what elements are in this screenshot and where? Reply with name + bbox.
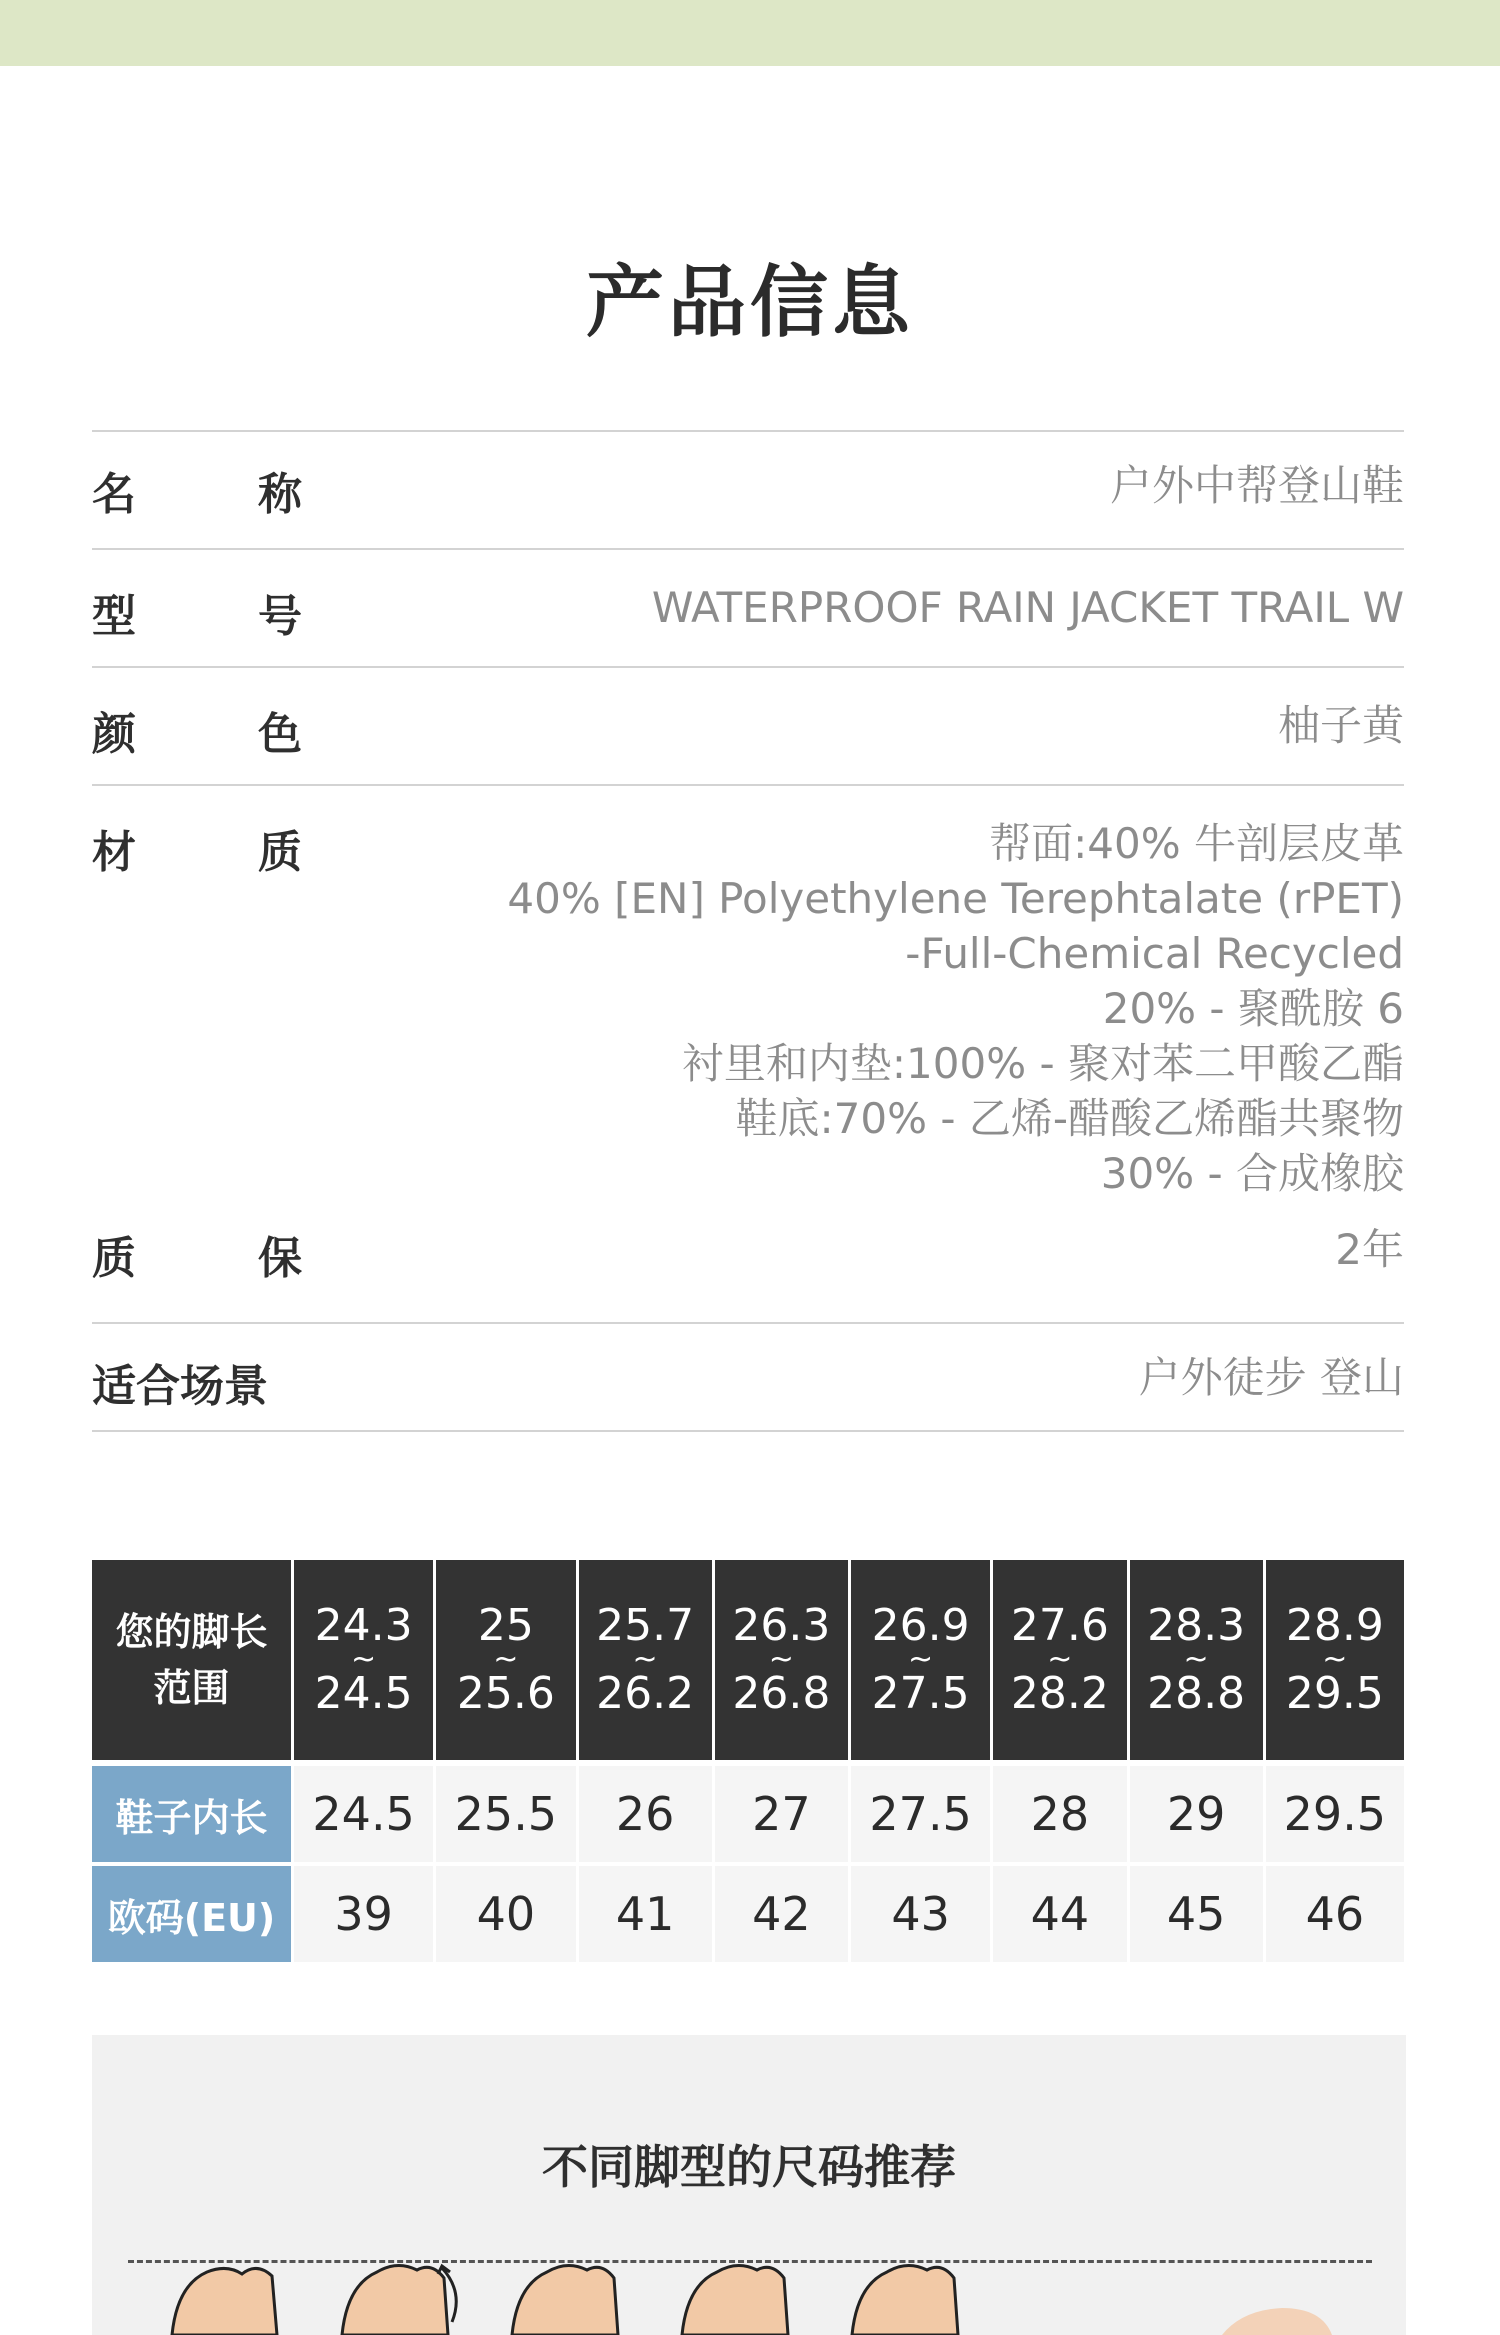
info-label-char: 质 xyxy=(258,827,302,878)
foot-shape-icon xyxy=(852,2265,958,2335)
info-label-char: 称 xyxy=(258,469,302,520)
info-value-line: 柚子黄 xyxy=(1277,701,1404,750)
foot-length-header xyxy=(92,1560,294,1760)
eu-size-cell: 40 xyxy=(436,1862,578,1962)
info-label-warranty xyxy=(92,1222,302,1286)
eu-size-cell: 39 xyxy=(294,1862,436,1962)
info-label-char: 色 xyxy=(258,709,302,760)
info-value-color xyxy=(1278,698,1404,753)
range-max: 27.5 xyxy=(871,1668,970,1719)
range-max: 24.5 xyxy=(314,1668,413,1719)
eu-size-row xyxy=(92,1862,1404,1962)
material-line: 衬里和内垫:100% - 聚对苯二甲酸乙酯 xyxy=(681,1039,1404,1088)
foot-range-cell xyxy=(1266,1560,1404,1760)
range-min: 26.9 xyxy=(871,1600,970,1651)
info-value-line: WATERPROOF RAIN JACKET TRAIL W xyxy=(651,583,1404,632)
material-line: 鞋底:70% - 乙烯-醋酸乙烯酯共聚物 xyxy=(735,1094,1404,1143)
eu-size-cell: 42 xyxy=(715,1862,851,1962)
eu-size-cell: 44 xyxy=(993,1862,1129,1962)
eu-size-cell: 46 xyxy=(1266,1862,1404,1962)
range-max: 28.2 xyxy=(1010,1668,1109,1719)
info-row-scenario xyxy=(92,1322,1404,1432)
info-value-line: 户外中帮登山鞋 xyxy=(1109,461,1404,510)
top-band xyxy=(0,0,1500,66)
foot-illustration xyxy=(92,2250,1406,2335)
info-label-char: 颜 xyxy=(92,709,136,760)
info-label-char: 材 xyxy=(92,827,136,878)
foot-length-row xyxy=(92,1560,1404,1760)
foot-range-cell xyxy=(436,1560,578,1760)
shoe-inner-cell: 25.5 xyxy=(436,1760,578,1862)
range-tilde: ~ xyxy=(632,1642,658,1677)
eu-size-cell: 45 xyxy=(1130,1862,1266,1962)
foot-range-cell xyxy=(294,1560,436,1760)
foot-range-cell xyxy=(1130,1560,1266,1760)
info-label-material xyxy=(92,816,302,880)
recommendation-title: 不同脚型的尺码推荐 xyxy=(542,2140,956,2194)
shoe-inner-cell: 27 xyxy=(715,1760,851,1862)
range-min: 28.9 xyxy=(1285,1600,1384,1651)
info-label-char: 保 xyxy=(258,1233,302,1284)
foot-range-cell xyxy=(851,1560,993,1760)
info-row-warranty xyxy=(92,1222,1404,1322)
shoe-inner-cell: 26 xyxy=(579,1760,715,1862)
foot-shape-icon xyxy=(342,2265,448,2335)
eu-size-cell: 43 xyxy=(851,1862,993,1962)
foot-range-cell xyxy=(579,1560,715,1760)
eu-size-header: 欧码(EU) xyxy=(92,1862,294,1962)
foot-length-header-line: 范围 xyxy=(153,1666,230,1710)
range-tilde: ~ xyxy=(768,1642,794,1677)
shoe-inner-cell: 29 xyxy=(1130,1760,1266,1862)
range-max: 28.8 xyxy=(1147,1668,1246,1719)
info-value-line: 户外徒步 登山 xyxy=(1138,1353,1404,1402)
material-line: 30% - 合成橡胶 xyxy=(1100,1149,1404,1198)
foot-range-cell xyxy=(993,1560,1129,1760)
info-value-model xyxy=(652,580,1404,635)
foot-length-header-line: 您的脚长 xyxy=(115,1610,268,1654)
info-value-warranty xyxy=(1335,1222,1404,1277)
info-value-material xyxy=(507,816,1404,1201)
info-label-name xyxy=(92,458,302,522)
range-tilde: ~ xyxy=(493,1642,519,1677)
range-min: 27.6 xyxy=(1010,1600,1109,1651)
foot-range-cell xyxy=(715,1560,851,1760)
range-min: 25.7 xyxy=(596,1600,695,1651)
material-line: -Full-Chemical Recycled xyxy=(905,929,1404,978)
range-min: 24.3 xyxy=(314,1600,413,1651)
info-row-material xyxy=(92,784,1404,1264)
shoe-inner-cell: 24.5 xyxy=(294,1760,436,1862)
material-line: 40% [EN] Polyethylene Terephtalate (rPET) xyxy=(507,874,1404,923)
range-tilde: ~ xyxy=(351,1642,377,1677)
range-tilde: ~ xyxy=(1047,1642,1073,1677)
size-chart-table xyxy=(92,1560,1404,1962)
foot-shapes xyxy=(172,2265,1332,2335)
foot-shape-icon xyxy=(172,2268,277,2335)
range-min: 25 xyxy=(477,1600,534,1651)
info-label-char: 质 xyxy=(92,1233,136,1284)
range-max: 26.2 xyxy=(596,1668,695,1719)
info-label-char: 名 xyxy=(92,469,136,520)
info-row-color xyxy=(92,666,1404,784)
shoe-inner-length-row xyxy=(92,1760,1404,1862)
info-row-name xyxy=(92,430,1404,548)
range-min: 26.3 xyxy=(732,1600,831,1651)
range-tilde: ~ xyxy=(908,1642,934,1677)
info-value-line: 2年 xyxy=(1335,1225,1404,1274)
material-line: 帮面:40% 牛剖层皮革 xyxy=(989,819,1404,868)
shoe-inner-length-header: 鞋子内长 xyxy=(92,1760,294,1862)
info-value-name xyxy=(1110,458,1404,513)
info-label-char: 号 xyxy=(258,591,302,642)
foot-shape-icon xyxy=(512,2265,618,2335)
product-info-table xyxy=(92,430,1404,1432)
range-tilde: ~ xyxy=(1183,1642,1209,1677)
shoe-inner-cell: 29.5 xyxy=(1266,1760,1404,1862)
info-label-scenario: 适合场景 xyxy=(92,1361,268,1412)
info-value-scenario xyxy=(1139,1350,1404,1405)
info-label-color xyxy=(92,698,302,762)
range-max: 25.6 xyxy=(456,1668,555,1719)
page-title: 产品信息 xyxy=(585,258,914,348)
shoe-inner-cell: 28 xyxy=(993,1760,1129,1862)
range-min: 28.3 xyxy=(1147,1600,1246,1651)
material-line: 20% - 聚酰胺 6 xyxy=(1102,984,1404,1033)
shoe-inner-cell: 27.5 xyxy=(851,1760,993,1862)
foot-shape-icon xyxy=(682,2265,788,2335)
range-max: 29.5 xyxy=(1285,1668,1384,1719)
size-recommendation-card xyxy=(92,2035,1406,2335)
range-max: 26.8 xyxy=(732,1668,831,1719)
eu-size-cell: 41 xyxy=(579,1862,715,1962)
info-row-model xyxy=(92,548,1404,666)
info-label-model xyxy=(92,580,302,644)
info-label-char: 型 xyxy=(92,591,136,642)
range-tilde: ~ xyxy=(1322,1642,1348,1677)
